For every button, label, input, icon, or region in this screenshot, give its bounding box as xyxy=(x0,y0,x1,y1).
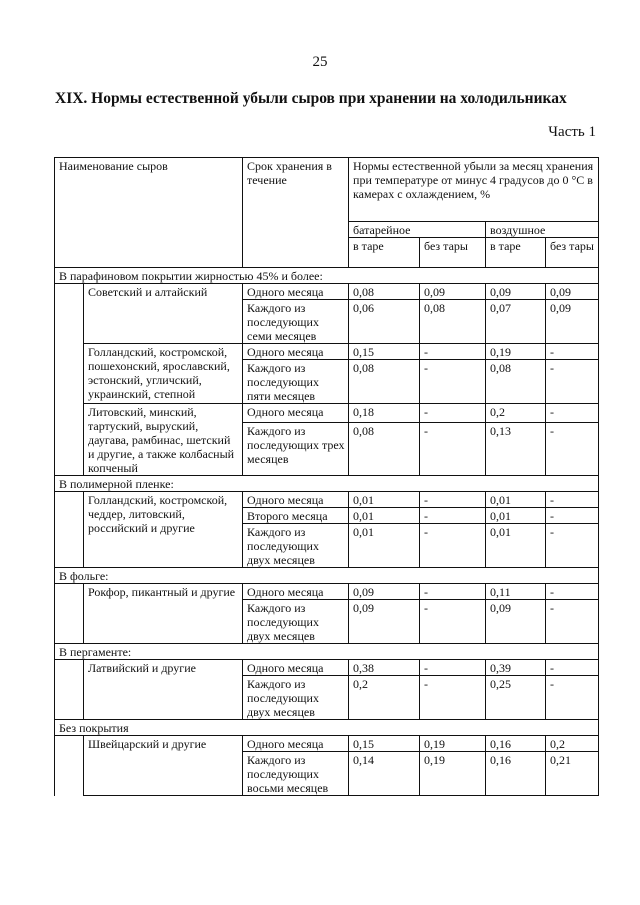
storage-period: Каждого из последующих пяти месяцев xyxy=(243,360,349,404)
air-no-tare-value: - xyxy=(546,344,599,360)
battery-no-tare-value: - xyxy=(420,360,486,404)
air-no-tare-value: - xyxy=(546,600,599,644)
air-no-tare-value: - xyxy=(546,423,599,476)
battery-no-tare-value: - xyxy=(420,404,486,423)
section-label: Без покрытия xyxy=(55,720,599,736)
air-in-tare-value: 0,16 xyxy=(486,752,546,796)
air-no-tare-value: - xyxy=(546,404,599,423)
battery-no-tare-value: - xyxy=(420,600,486,644)
cheese-name: Латвийский и другие xyxy=(84,660,243,720)
cheese-name: Швейцарский и другие xyxy=(84,736,243,796)
indent-cell xyxy=(55,584,84,644)
indent-cell xyxy=(55,660,84,720)
header-battery-in-tare: в таре xyxy=(349,238,420,268)
battery-no-tare-value: 0,09 xyxy=(420,284,486,300)
air-no-tare-value: - xyxy=(546,584,599,600)
air-no-tare-value: 0,09 xyxy=(546,284,599,300)
battery-no-tare-value: - xyxy=(420,508,486,524)
storage-period: Каждого из последующих трех месяцев xyxy=(243,423,349,476)
battery-no-tare-value: - xyxy=(420,676,486,720)
header-air-no-tare: без тары xyxy=(546,238,599,268)
battery-no-tare-value: 0,19 xyxy=(420,736,486,752)
air-in-tare-value: 0,01 xyxy=(486,492,546,508)
battery-in-tare-value: 0,08 xyxy=(349,360,420,404)
battery-in-tare-value: 0,09 xyxy=(349,600,420,644)
header-battery-no-tare: без тары xyxy=(420,238,486,268)
air-in-tare-value: 0,01 xyxy=(486,508,546,524)
header-loss-norms: Нормы естественной убыли за месяц хранения при температуре от минус 4 градусов до 0 °С в камерах с охлаждением, % xyxy=(349,158,599,222)
air-in-tare-value: 0,13 xyxy=(486,423,546,476)
table-row xyxy=(55,584,599,600)
battery-no-tare-value: - xyxy=(420,584,486,600)
storage-period: Каждого из последующих двух месяцев xyxy=(243,524,349,568)
air-no-tare-value: - xyxy=(546,492,599,508)
storage-period: Одного месяца xyxy=(243,404,349,423)
cheese-name: Советский и алтайский xyxy=(84,284,243,344)
air-in-tare-value: 0,2 xyxy=(486,404,546,423)
storage-period: Одного месяца xyxy=(243,584,349,600)
battery-no-tare-value: 0,19 xyxy=(420,752,486,796)
indent-cell xyxy=(55,492,84,568)
battery-no-tare-value: - xyxy=(420,423,486,476)
air-no-tare-value: - xyxy=(546,508,599,524)
battery-in-tare-value: 0,14 xyxy=(349,752,420,796)
battery-no-tare-value: - xyxy=(420,344,486,360)
air-no-tare-value: 0,2 xyxy=(546,736,599,752)
table-row xyxy=(55,284,599,300)
battery-in-tare-value: 0,08 xyxy=(349,284,420,300)
section-label: В полимерной пленке: xyxy=(55,476,599,492)
air-in-tare-value: 0,01 xyxy=(486,524,546,568)
battery-no-tare-value: - xyxy=(420,524,486,568)
air-no-tare-value: 0,21 xyxy=(546,752,599,796)
air-in-tare-value: 0,07 xyxy=(486,300,546,344)
header-air-cooling: воздушное xyxy=(486,222,599,238)
table-row xyxy=(55,404,599,423)
battery-in-tare-value: 0,18 xyxy=(349,404,420,423)
air-in-tare-value: 0,16 xyxy=(486,736,546,752)
header-storage-period: Срок хранения в течение xyxy=(243,158,349,268)
table-row xyxy=(55,492,599,508)
air-in-tare-value: 0,11 xyxy=(486,584,546,600)
battery-in-tare-value: 0,06 xyxy=(349,300,420,344)
cheese-name: Голландский, костромской, чеддер, литовский, российский и другие xyxy=(84,492,243,568)
section-label: В фольге: xyxy=(55,568,599,584)
battery-in-tare-value: 0,01 xyxy=(349,492,420,508)
header-cheese-name: Наименование сыров xyxy=(55,158,243,268)
battery-in-tare-value: 0,08 xyxy=(349,423,420,476)
storage-period: Каждого из последующих двух месяцев xyxy=(243,676,349,720)
air-in-tare-value: 0,09 xyxy=(486,600,546,644)
battery-in-tare-value: 0,01 xyxy=(349,524,420,568)
air-no-tare-value: 0,09 xyxy=(546,300,599,344)
battery-in-tare-value: 0,2 xyxy=(349,676,420,720)
section-row xyxy=(55,568,599,584)
storage-period: Каждого из последующих восьми месяцев xyxy=(243,752,349,796)
page-number: 25 xyxy=(312,54,328,70)
battery-in-tare-value: 0,38 xyxy=(349,660,420,676)
air-in-tare-value: 0,25 xyxy=(486,676,546,720)
air-no-tare-value: - xyxy=(546,524,599,568)
air-no-tare-value: - xyxy=(546,660,599,676)
air-in-tare-value: 0,09 xyxy=(486,284,546,300)
battery-in-tare-value: 0,15 xyxy=(349,736,420,752)
section-row xyxy=(55,720,599,736)
storage-period: Каждого из последующих двух месяцев xyxy=(243,600,349,644)
cheese-name: Рокфор, пикантный и другие xyxy=(84,584,243,644)
battery-no-tare-value: 0,08 xyxy=(420,300,486,344)
storage-period: Одного месяца xyxy=(243,492,349,508)
storage-period: Второго месяца xyxy=(243,508,349,524)
cheese-loss-table xyxy=(54,157,599,796)
storage-period: Одного месяца xyxy=(243,344,349,360)
air-no-tare-value: - xyxy=(546,360,599,404)
page-title: XIX. Нормы естественной убыли сыров при хранении на холодильниках xyxy=(55,90,567,107)
battery-in-tare-value: 0,01 xyxy=(349,508,420,524)
indent-cell xyxy=(55,284,84,476)
header-air-in-tare: в таре xyxy=(486,238,546,268)
storage-period: Одного месяца xyxy=(243,660,349,676)
battery-in-tare-value: 0,09 xyxy=(349,584,420,600)
battery-in-tare-value: 0,15 xyxy=(349,344,420,360)
section-row xyxy=(55,268,599,284)
table-row xyxy=(55,344,599,360)
header-battery-cooling: батарейное xyxy=(349,222,486,238)
table-row xyxy=(55,736,599,752)
section-label: В пергаменте: xyxy=(55,644,599,660)
section-label: В парафиновом покрытии жирностью 45% и более: xyxy=(55,268,599,284)
air-no-tare-value: - xyxy=(546,676,599,720)
storage-period: Каждого из последующих семи месяцев xyxy=(243,300,349,344)
air-in-tare-value: 0,08 xyxy=(486,360,546,404)
indent-cell xyxy=(55,736,84,796)
table-row xyxy=(55,660,599,676)
cheese-name: Литовский, минский, тартуский, выруский, даугава, рамбинас, шетский и другие, а также колбасный копченый xyxy=(84,404,243,476)
cheese-name: Голландский, костромской, пошехонский, ярославский, эстонский, угличский, украинский, степной xyxy=(84,344,243,404)
storage-period: Одного месяца xyxy=(243,284,349,300)
battery-no-tare-value: - xyxy=(420,492,486,508)
section-row xyxy=(55,644,599,660)
air-in-tare-value: 0,39 xyxy=(486,660,546,676)
part-label: Часть 1 xyxy=(548,124,596,140)
section-row xyxy=(55,476,599,492)
air-in-tare-value: 0,19 xyxy=(486,344,546,360)
battery-no-tare-value: - xyxy=(420,660,486,676)
storage-period: Одного месяца xyxy=(243,736,349,752)
